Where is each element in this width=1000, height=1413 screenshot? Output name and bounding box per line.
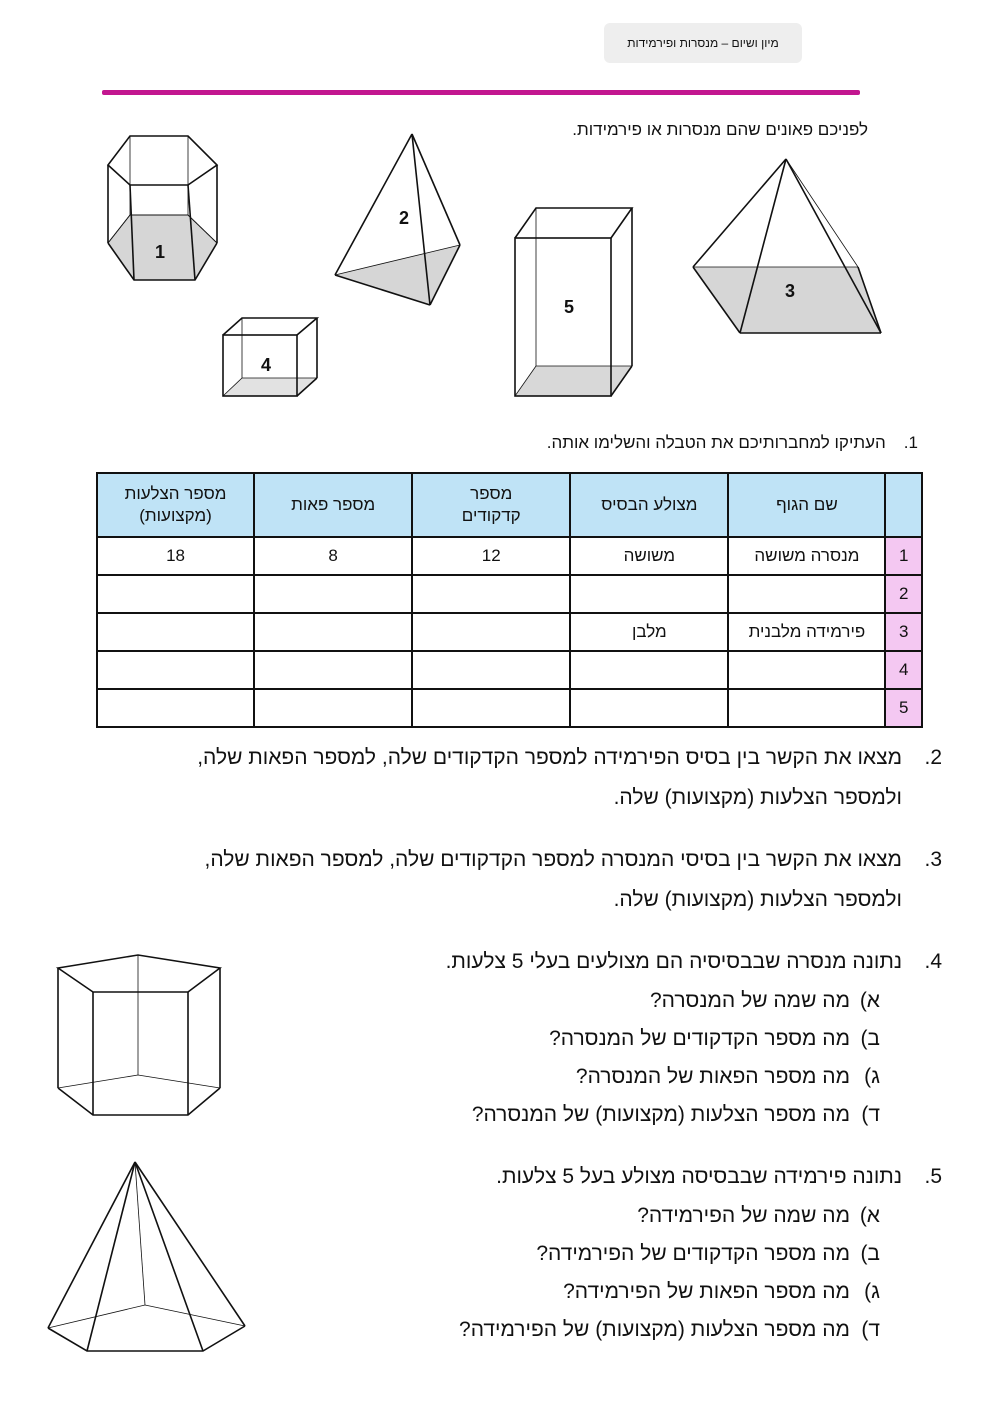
question-1-text: העתיקו למחברותיכם את הטבלה והשלימו אותה. bbox=[546, 433, 886, 452]
question-5-sub-b: ב)מה מספר הקדקודים של הפירמידה? bbox=[536, 1242, 880, 1265]
table-row bbox=[97, 651, 922, 689]
row-number: 4 bbox=[885, 651, 922, 689]
question-4-sub-d: ד)מה מספר הצלעות (מקצועות) של המנסרה? bbox=[471, 1103, 880, 1126]
row-number: 1 bbox=[885, 537, 922, 575]
question-4-sub-a: א)מה שמה של המנסרה? bbox=[649, 989, 880, 1012]
question-2-line-1: מצאו את הקשר בין בסיס הפירמידה למספר הקדקודים שלה, למספר הפאות שלה, bbox=[197, 746, 902, 769]
square-pyramid-figure bbox=[688, 155, 888, 335]
shape-5-label: 5 bbox=[564, 297, 575, 317]
cell-name[interactable] bbox=[728, 689, 885, 727]
cell-faces[interactable] bbox=[254, 613, 412, 651]
polyhedra-table bbox=[96, 472, 923, 728]
rectangular-prism-figure bbox=[512, 206, 637, 401]
question-2 bbox=[62, 738, 942, 818]
cell-base[interactable] bbox=[570, 689, 728, 727]
question-4-sub-c: ג)מה מספר הפאות של המנסרה? bbox=[575, 1065, 880, 1088]
cell-edges[interactable] bbox=[97, 575, 254, 613]
pentagonal-pyramid-figure bbox=[45, 1158, 250, 1358]
cell-name[interactable]: פירמידה מלבנית bbox=[728, 613, 885, 651]
cell-vertices[interactable] bbox=[412, 651, 570, 689]
pentagonal-prism-figure bbox=[55, 950, 230, 1120]
cell-base[interactable] bbox=[570, 575, 728, 613]
cell-faces[interactable] bbox=[254, 575, 412, 613]
cell-name[interactable]: מנסרה משושה bbox=[728, 537, 885, 575]
question-4-text: נתונה מנסרה שבבסיסיה הם מצולעים בעלי 5 צלעות. bbox=[445, 950, 902, 973]
table-row bbox=[97, 537, 922, 575]
question-3 bbox=[62, 840, 942, 920]
header-faces: מספר פאות bbox=[254, 473, 412, 537]
hexagonal-prism-figure bbox=[100, 130, 230, 280]
shape-4-label: 4 bbox=[261, 355, 272, 375]
row-number: 5 bbox=[885, 689, 922, 727]
question-5-number: 5. bbox=[924, 1165, 942, 1188]
question-3-number: 3. bbox=[924, 848, 942, 871]
cell-name[interactable] bbox=[728, 575, 885, 613]
header-rownum bbox=[885, 473, 922, 537]
table-row bbox=[97, 575, 922, 613]
question-5-sub-c: ג)מה מספר הפאות של הפירמידה? bbox=[563, 1280, 880, 1303]
question-2-line-2: ולמספר הצלעות (מקצועות) שלה. bbox=[613, 786, 902, 809]
cell-edges[interactable] bbox=[97, 689, 254, 727]
table-row bbox=[97, 689, 922, 727]
question-5-sub-a: א)מה שמה של הפירמידה? bbox=[637, 1204, 880, 1227]
cell-vertices[interactable] bbox=[412, 613, 570, 651]
header-vertices: מספר קדקודים bbox=[412, 473, 570, 537]
cell-name[interactable] bbox=[728, 651, 885, 689]
cell-base[interactable] bbox=[570, 651, 728, 689]
header-divider bbox=[102, 90, 860, 95]
shape-3-label: 3 bbox=[785, 281, 796, 301]
table-header-row bbox=[97, 473, 922, 537]
intro-text: לפניכם פאונים שהם מנסרות או פירמידות. bbox=[572, 120, 868, 139]
question-3-line-2: ולמספר הצלעות (מקצועות) שלה. bbox=[613, 888, 902, 911]
question-4 bbox=[382, 942, 942, 1134]
question-5-text: נתונה פירמידה שבבסיסה מצולע בעל 5 צלעות. bbox=[496, 1165, 902, 1188]
cell-vertices[interactable] bbox=[412, 575, 570, 613]
question-3-line-1: מצאו את הקשר בין בסיסי המנסרה למספר הקדקודים שלה, למספר הפאות שלה, bbox=[204, 848, 902, 871]
question-4-sub-b: ב)מה מספר הקדקודים של המנסרה? bbox=[549, 1027, 880, 1050]
question-5 bbox=[382, 1157, 942, 1349]
header-edges: מספר הצלעות (מקצועות) bbox=[97, 473, 254, 537]
table-row bbox=[97, 613, 922, 651]
shape-2-label: 2 bbox=[399, 208, 410, 228]
triangular-pyramid-figure bbox=[330, 130, 470, 310]
question-1-number: 1. bbox=[903, 433, 918, 452]
header-title: מיון ושיום – מנסרות ופירמידות bbox=[604, 23, 802, 63]
cell-faces[interactable] bbox=[254, 651, 412, 689]
question-4-number: 4. bbox=[924, 950, 942, 973]
header-base: מצולע הבסיס bbox=[570, 473, 728, 537]
cell-vertices[interactable] bbox=[412, 689, 570, 727]
cell-faces[interactable]: 8 bbox=[254, 537, 412, 575]
cell-base[interactable]: משושה bbox=[570, 537, 728, 575]
cell-base[interactable]: מלבן bbox=[570, 613, 728, 651]
row-number: 2 bbox=[885, 575, 922, 613]
row-number: 3 bbox=[885, 613, 922, 651]
cube-figure bbox=[220, 316, 320, 401]
header-name: שם הגוף bbox=[728, 473, 885, 537]
cell-faces[interactable] bbox=[254, 689, 412, 727]
shape-1-label: 1 bbox=[155, 242, 166, 262]
cell-edges[interactable] bbox=[97, 613, 254, 651]
question-2-number: 2. bbox=[924, 746, 942, 769]
question-5-sub-d: ד)מה מספר הצלעות (מקצועות) של הפירמידה? bbox=[459, 1318, 880, 1341]
cell-edges[interactable] bbox=[97, 651, 254, 689]
question-1 bbox=[218, 433, 918, 453]
cell-vertices[interactable]: 12 bbox=[412, 537, 570, 575]
cell-edges[interactable]: 18 bbox=[97, 537, 254, 575]
